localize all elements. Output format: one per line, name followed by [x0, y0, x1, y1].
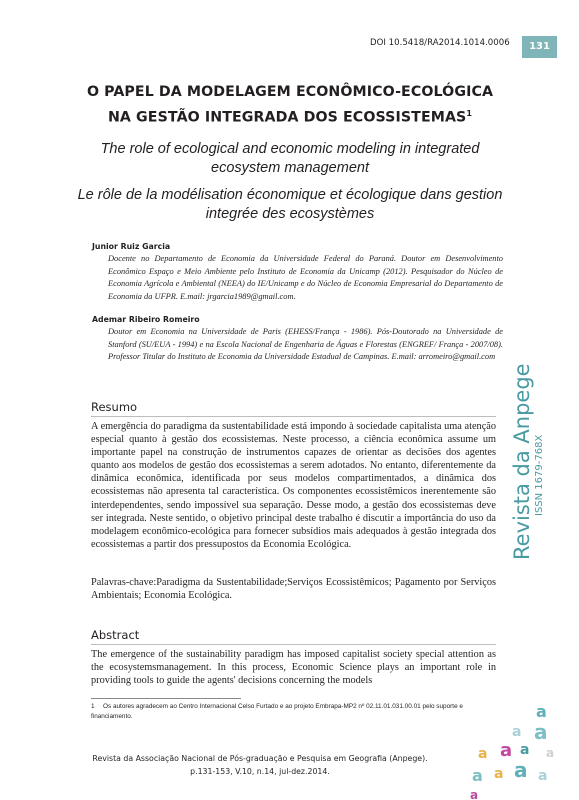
decorative-letter-a: a: [534, 720, 548, 744]
author-name-1: Junior Ruiz Garcia: [92, 242, 171, 251]
keywords-value: Paradigma da Sustentabilidade;Serviços Ecossistêmicos; Pagamento por Serviços Ambientais; Economia Ecológica.: [91, 577, 496, 602]
author-affiliation-2: Doutor em Economia na Universidade de Paris (EHESS/França - 1986). Pós-Doutorado na Universidade de Stanford (SU/EUA - 1994) e na Escola Nacional de Engenharia de Águas e Florestas (ENGREF/ França - 2007/08). Professor Titular do Instituto de Economia da Universidade Estadual de Campinas. E.mail: arromeiro@gmail.com: [108, 327, 503, 362]
journal-name-vertical: Revista da Anpege: [510, 363, 534, 560]
abstract-divider: [91, 644, 496, 645]
footnote: [91, 702, 496, 721]
footer-line-1: Revista da Associação Nacional de Pós-graduação e Pesquisa em Geografia (Anpege).: [92, 754, 428, 763]
title-line-2: NA GESTÃO INTEGRADA DOS ECOSSISTEMAS: [107, 109, 467, 126]
subtitle-english: The role of ecological and economic modeling in integrated ecosystem management: [100, 141, 480, 176]
keywords-label: Palavras-chave:: [91, 577, 157, 588]
decorative-letter-a: a: [520, 742, 530, 758]
page-number: 131: [522, 36, 557, 58]
resumo-heading: Resumo: [91, 400, 138, 414]
doi-label: DOI 10.5418/RA2014.1014.0006: [370, 38, 510, 48]
footnote-number: 1: [91, 703, 95, 710]
journal-issn-vertical: ISSN 1679-768X: [534, 434, 545, 516]
author-affiliation-1: Docente no Departamento de Economia da Universidade Federal do Paraná. Doutor em Desenvolvimento Econômico Espaço e Meio Ambiente pelo Instituto de Economia da Unicamp (2012). Pesquisador do Núcleo de Economia Agrícola e Ambiental (NEEA) do IE/Unicamp e do Núcleo de Economia Empresarial do Departamento de Economia da UFPR. E.mail: jrgarcia1989@gmail.com.: [108, 254, 503, 301]
footnote-text: Os autores agradecem ao Centro Internacional Celso Furtado e ao projeto Embrapa-MP2 nº 02.11.01.031.00.01 pelo suporte e financiamento.: [91, 703, 463, 720]
decorative-letter-a: a: [538, 768, 548, 784]
decorative-letter-a: a: [500, 740, 513, 761]
decorative-letter-a: a: [472, 766, 483, 785]
resumo-divider: [91, 416, 496, 417]
subtitle-french: Le rôle de la modélisation économique et écologique dans gestion integrée des ecosystèmes: [77, 187, 503, 222]
decorative-letter-a: a: [546, 746, 555, 760]
footnote-divider: [91, 698, 241, 699]
author-name-2: Ademar Ribeiro Romeiro: [92, 315, 200, 324]
decorative-letter-a: a: [512, 724, 522, 740]
resumo-keywords: [91, 576, 496, 602]
resumo-text: A emergência do paradigma da sustentabilidade está impondo à sociedade capitalista uma atenção especial quanto à gestão dos ecossistemas. Neste processo, a ciência econômica assume um importante papel na construção de instrumentos capazes de orientar as decisões dos agentes quanto aos modelos de gestão dos ecossistemas a serem adotados. No entanto, diferentemente da dinâmica econômica, identificada por seus modelos compartimentados, a dinâmica dos ecossistemas não apresenta tal característica. Os componentes ecossistêmicos inerentemente são interdependentes, sendo impossível sua separação. Desse modo, a gestão dos ecossistemas deve ser integrada. Neste sentido, o objetivo principal deste trabalho é discutir a importância do uso da modelagem econômico-ecológica para fornecer subsídios mais adequados à gestão integrada dos ecossistemas a partir dos pressupostos da Economia Ecológica.: [91, 421, 496, 550]
decorative-letter-a: a: [514, 758, 528, 782]
title-footnote-mark[interactable]: 1: [466, 109, 473, 118]
decorative-letter-a: a: [536, 702, 547, 721]
title-line-1: O PAPEL DA MODELAGEM ECONÔMICO-ECOLÓGICA: [86, 84, 494, 100]
decorative-letter-a: a: [494, 766, 504, 782]
journal-footer: [80, 752, 440, 778]
footer-line-2: p.131-153, V.10, n.14, jul-dez.2014.: [190, 767, 330, 776]
decorative-letter-a: a: [470, 788, 479, 800]
abstract-heading: Abstract: [91, 628, 140, 642]
decorative-letter-a: a: [478, 746, 488, 762]
abstract-text: The emergence of the sustainability paradigm has imposed capitalist society special attention as the ecosystemsmanagement. In this process, Economic Science plays an important role in providing tools to guide the agents' decisions concerning the models: [91, 649, 496, 687]
article-title: [60, 82, 520, 129]
journal-sidebar-title: [510, 363, 545, 560]
